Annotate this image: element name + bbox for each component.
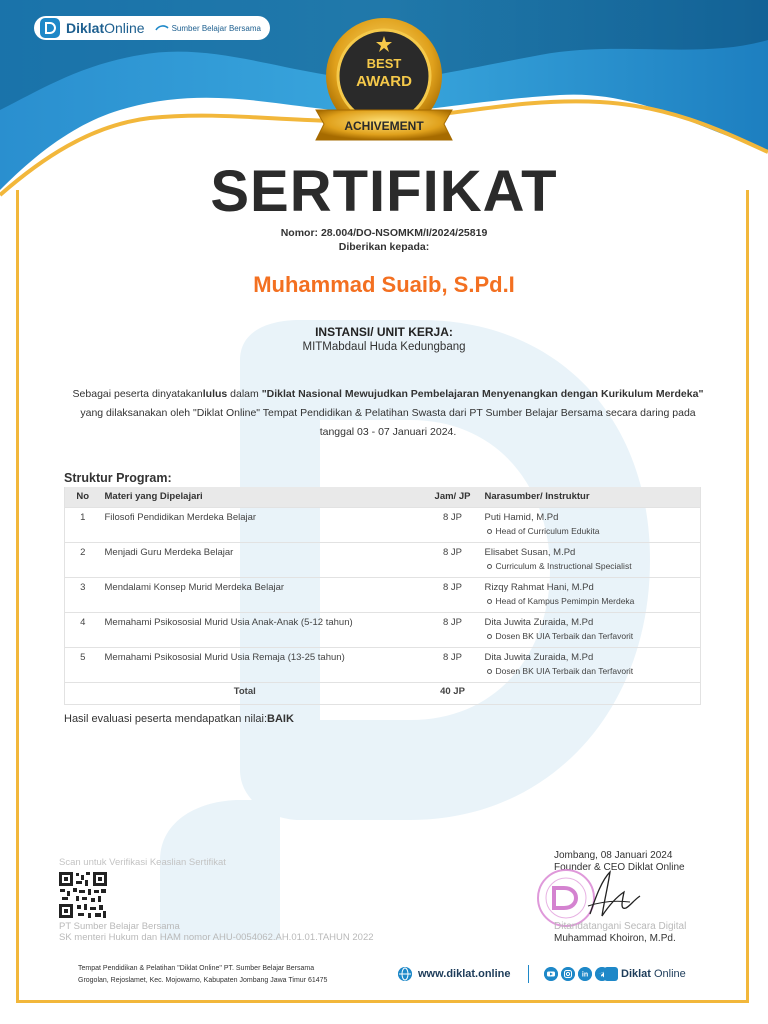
instructor-name: Rizqy Rahmat Hani, M.Pd xyxy=(484,581,594,593)
footer-website[interactable]: www.diklat.online xyxy=(398,967,511,981)
bullet-icon xyxy=(487,529,492,534)
program-structure-heading: Struktur Program: xyxy=(64,471,172,485)
certificate-title: SERTIFIKAT xyxy=(210,159,558,224)
institution-label: INSTANSI/ UNIT KERJA: xyxy=(315,325,453,339)
row-jam: 8 JP xyxy=(425,577,481,612)
instructor-role: Curriculum & Instructional Specialist xyxy=(485,561,697,571)
row-narasumber xyxy=(481,612,701,647)
table-row xyxy=(65,647,701,682)
qr-code-icon[interactable] xyxy=(58,871,108,919)
instructor-role: Head of Kampus Pemimpin Merdeka xyxy=(485,596,697,606)
digital-signature-note: Ditandatangani Secara Digital xyxy=(554,921,687,932)
total-label: Total xyxy=(65,682,425,704)
scan-verification-label: Scan untuk Verifikasi Keaslian Sertifikat xyxy=(59,857,226,868)
row-no: 4 xyxy=(65,612,101,647)
company-name: PT Sumber Belajar Bersama xyxy=(59,921,180,932)
instructor-name: Puti Hamid, M.Pd xyxy=(484,511,559,523)
swoosh-icon xyxy=(155,23,169,33)
row-materi: Filosofi Pendidikan Merdeka Belajar xyxy=(101,507,425,542)
instagram-icon[interactable] xyxy=(561,967,575,981)
bullet-icon xyxy=(487,634,492,639)
row-narasumber xyxy=(481,507,701,542)
total-empty-cell xyxy=(481,682,701,704)
row-no: 2 xyxy=(65,542,101,577)
table-total-row xyxy=(65,682,701,704)
recipient-name: Muhammad Suaib, S.Pd.I xyxy=(253,272,515,297)
footer-address: Tempat Pendidikan & Pelatihan "Diklat Online" PT. Sumber Belajar Bersama Grogolan, Rejoslamet, Kec. Mojowarno, Kabupaten Jombang Jawa Timur 61475 xyxy=(78,965,328,984)
table-row xyxy=(65,507,701,542)
sign-place-date: Jombang, 08 Januari 2024 xyxy=(554,850,673,861)
row-narasumber xyxy=(481,542,701,577)
table-row xyxy=(65,612,701,647)
table-row xyxy=(65,577,701,612)
row-jam: 8 JP xyxy=(425,612,481,647)
given-to-label: Diberikan kepada: xyxy=(338,241,430,253)
row-materi: Memahami Psikososial Murid Usia Remaja (13-25 tahun) xyxy=(101,647,425,682)
globe-icon xyxy=(398,967,412,981)
row-jam: 8 JP xyxy=(425,542,481,577)
diklat-logo-icon xyxy=(40,18,60,38)
diklat-logo-icon xyxy=(604,967,618,981)
instructor-role: Dosen BK UIA Terbaik dan Terfavorit xyxy=(485,666,697,676)
social-links xyxy=(544,967,609,981)
bottom-gold-border xyxy=(16,1000,749,1003)
youtube-icon[interactable] xyxy=(544,967,558,981)
header-brand xyxy=(34,16,270,40)
instructor-name: Dita Juwita Zuraida, M.Pd xyxy=(484,651,594,663)
best-award-medal xyxy=(304,12,464,152)
total-value: 40 JP xyxy=(425,682,481,704)
instructor-name: Dita Juwita Zuraida, M.Pd xyxy=(484,616,594,628)
signer-name: Muhammad Khoiron, M.Pd. xyxy=(554,933,676,944)
brand-name: DiklatOnline xyxy=(66,20,145,36)
row-no: 3 xyxy=(65,577,101,612)
program-table-header xyxy=(65,487,701,507)
linkedin-icon[interactable] xyxy=(578,967,592,981)
column-header-narasumber: Narasumber/ Instruktur xyxy=(481,487,701,507)
instructor-name: Elisabet Susan, M.Pd xyxy=(484,546,576,558)
bullet-icon xyxy=(487,669,492,674)
row-jam: 8 JP xyxy=(425,507,481,542)
sign-position: Founder & CEO Diklat Online xyxy=(554,862,685,873)
evaluation-grade: BAIK xyxy=(267,713,294,725)
svg-text:BEST: BEST xyxy=(366,56,402,71)
row-no: 5 xyxy=(65,647,101,682)
row-materi: Memahami Psikososial Murid Usia Anak-Anak (5-12 tahun) xyxy=(101,612,425,647)
row-narasumber xyxy=(481,577,701,612)
right-gold-border xyxy=(746,190,749,1000)
row-narasumber xyxy=(481,647,701,682)
bullet-icon xyxy=(487,564,492,569)
row-materi: Menjadi Guru Merdeka Belajar xyxy=(101,542,425,577)
institution-value: MITMabdaul Huda Kedungbang xyxy=(302,341,466,353)
bullet-icon xyxy=(487,599,492,604)
svg-text:ACHIVEMENT: ACHIVEMENT xyxy=(344,119,424,133)
row-no: 1 xyxy=(65,507,101,542)
footer-brand: Diklat Online xyxy=(604,967,686,981)
row-materi: Mendalami Konsep Murid Merdeka Belajar xyxy=(101,577,425,612)
left-gold-border xyxy=(16,190,19,1000)
column-header-no: No xyxy=(65,487,101,507)
company-info xyxy=(59,921,374,943)
program-table xyxy=(64,487,701,705)
table-row xyxy=(65,542,701,577)
column-header-jam: Jam/ JP xyxy=(425,487,481,507)
column-header-materi: Materi yang Dipelajari xyxy=(101,487,425,507)
svg-text:AWARD: AWARD xyxy=(356,73,412,90)
row-jam: 8 JP xyxy=(425,647,481,682)
company-sk: SK menteri Hukum dan HAM nomor AHU-0054062.AH.01.01.TAHUN 2022 xyxy=(59,932,374,943)
certificate-number: Nomor: 28.004/DO-NSOMKM/I/2024/25819 xyxy=(280,227,488,239)
instructor-role: Dosen BK UIA Terbaik dan Terfavorit xyxy=(485,631,697,641)
svg-text:in: in xyxy=(581,971,589,979)
evaluation-result: Hasil evaluasi peserta mendapatkan nilai:BAIK xyxy=(64,713,294,725)
footer-separator xyxy=(528,965,529,983)
brand-tagline: Sumber Belajar Bersama xyxy=(155,23,261,33)
certificate-statement: Sebagai peserta dinyatakanlulus dalam "Diklat Nasional Mewujudkan Pembelajaran Menyenangkan dengan Kurikulum Merdeka" yang dilaksanakan oleh "Diklat Online" Tempat Pendidikan & Pelatihan Swasta dari PT Sumber Belajar Bersama secara daring pada tanggal 03 - 07 Januari 2024. xyxy=(72,388,704,438)
instructor-role: Head of Curriculum Edukita xyxy=(485,526,697,536)
